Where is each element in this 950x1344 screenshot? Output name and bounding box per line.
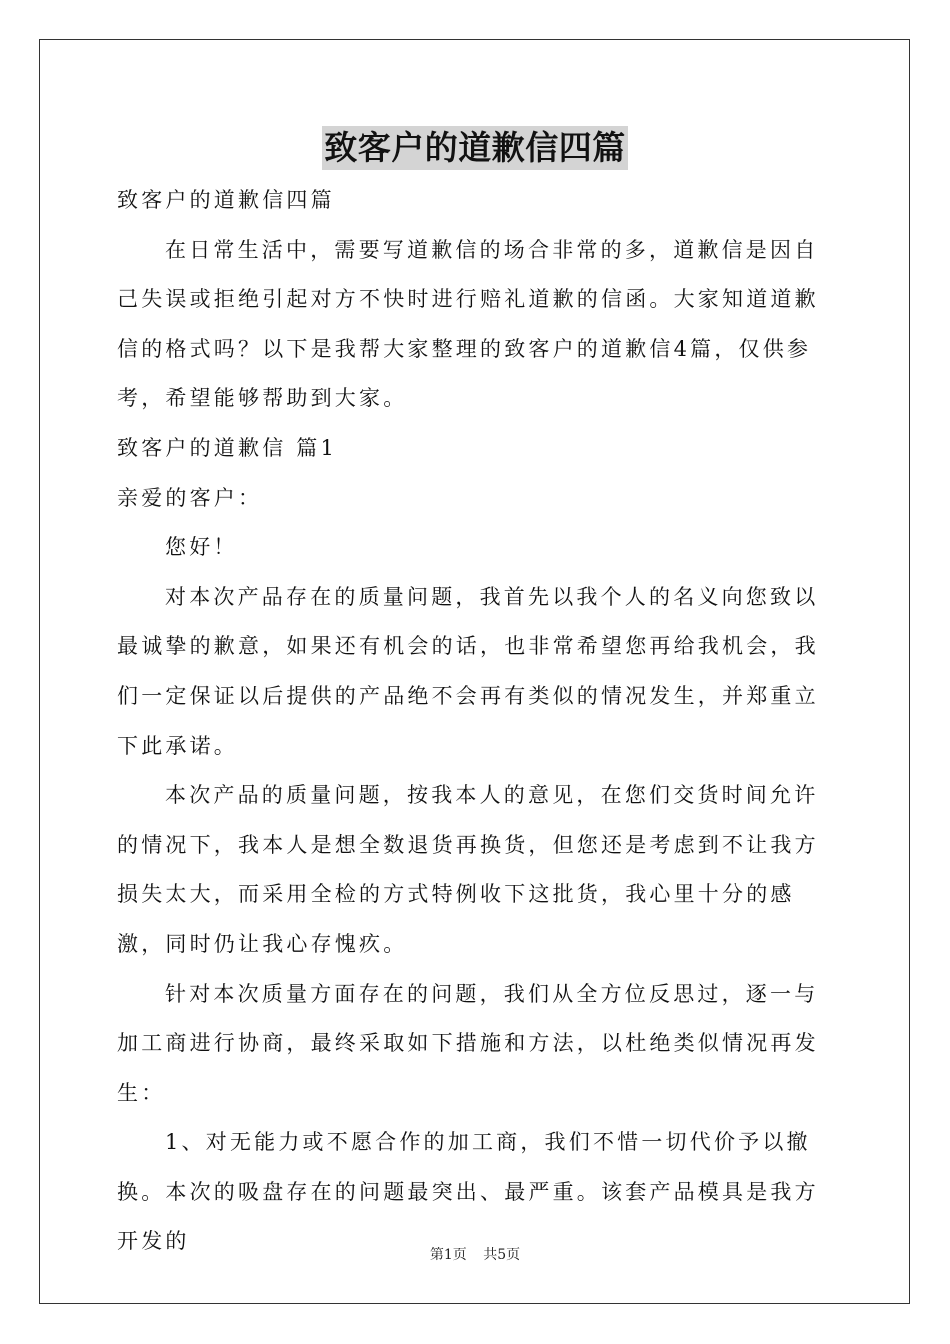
paragraph-section-heading: 致客户的道歉信 篇1 — [117, 435, 338, 460]
page-number-current: 第1页 — [429, 1247, 467, 1263]
paragraph-body: 本次产品的质量问题，按我本人的意见，在您们交货时间允许的情况下，我本人是想全数退货再换货，但您还是考虑到不让我方损失太大，而采用全检的方式特例收下这批货，我心里十分的感激，同时仍让我心存愧疚。 — [117, 783, 819, 956]
document-body — [117, 176, 837, 1267]
document-title: 致客户的道歉信四篇 — [322, 126, 628, 170]
paragraph-salutation: 亲爱的客户： — [117, 485, 263, 510]
page-number-total: 共5页 — [483, 1247, 521, 1263]
paragraph-intro: 在日常生活中，需要写道歉信的场合非常的多，道歉信是因自己失误或拒绝引起对方不快时进行赔礼道歉的信函。大家知道道歉信的格式吗？以下是我帮大家整理的致客户的道歉信4篇，仅供参考，希望能够帮助到大家。 — [117, 237, 819, 411]
paragraph-body: 1、对无能力或不愿合作的加工商，我们不惜一切代价予以撤换。本次的吸盘存在的问题最突出、最严重。该套产品模具是我方开发的 — [117, 1130, 819, 1254]
title-wrap — [0, 126, 950, 170]
paragraph-greeting: 您好！ — [165, 535, 238, 560]
paragraph-body: 针对本次质量方面存在的问题，我们从全方位反思过，逐一与加工商进行协商，最终采取如下措施和方法，以杜绝类似情况再发生： — [117, 981, 819, 1105]
page-footer — [0, 1244, 950, 1264]
paragraph-body: 对本次产品存在的质量问题，我首先以我个人的名义向您致以最诚挚的歉意，如果还有机会的话，也非常希望您再给我机会，我们一定保证以后提供的产品绝不会再有类似的情况发生，并郑重立下此承诺。 — [117, 584, 819, 758]
paragraph-subtitle: 致客户的道歉信四篇 — [117, 188, 335, 212]
